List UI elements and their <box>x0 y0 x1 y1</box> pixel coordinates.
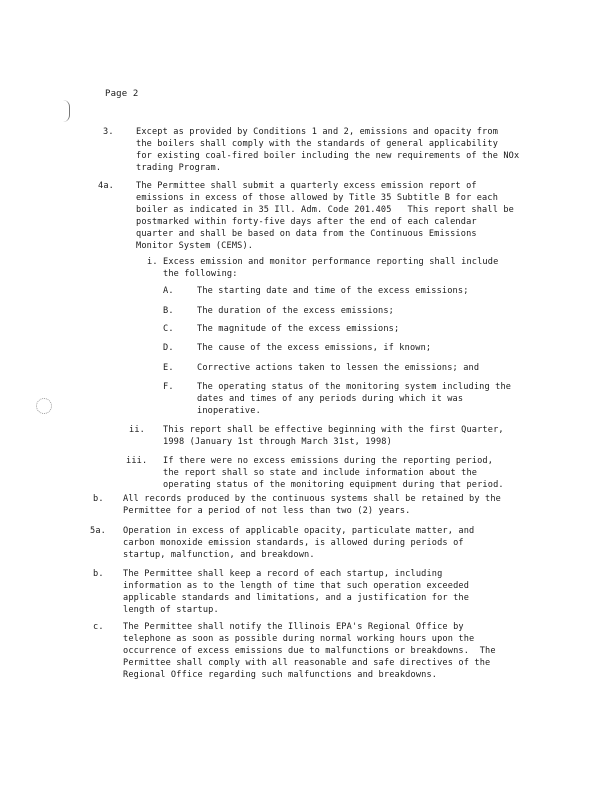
item-number: c. <box>93 622 104 632</box>
item-number: B. <box>163 306 174 316</box>
item-text-line: The Permittee shall notify the Illinois EPA's Regional Office by <box>123 622 464 632</box>
item-text-line: for existing coal-fired boiler including the new requirements of the NOx <box>136 151 520 161</box>
item-number: D. <box>163 343 174 353</box>
item-text-line: Except as provided by Conditions 1 and 2, emissions and opacity from <box>136 127 499 137</box>
item-text-line: occurrence of excess emissions due to malfunctions or breakdowns. The <box>123 646 496 656</box>
item-text-line: The Permittee shall keep a record of each startup, including <box>123 569 443 579</box>
item-number: 4a. <box>98 181 114 191</box>
item-text-line: 1998 (January 1st through March 31st, 1998) <box>163 437 392 447</box>
item-text-line: Monitor System (CEMS). <box>136 241 254 251</box>
item-number: F. <box>163 382 174 392</box>
item-text-line: The duration of the excess emissions; <box>197 306 394 316</box>
punch-hole-mark <box>36 398 52 414</box>
item-text-line: carbon monoxide emission standards, is allowed during periods of <box>123 538 464 548</box>
item-text-line: Corrective actions taken to lessen the emissions; and <box>197 363 480 373</box>
item-text-line: Regional Office regarding such malfunctions and breakdowns. <box>123 670 438 680</box>
item-text-line: If there were no excess emissions during the reporting period, <box>163 456 494 466</box>
item-text-line: trading Program. <box>136 163 222 173</box>
item-text-line: the report shall so state and include information about the <box>163 468 478 478</box>
item-number: C. <box>163 324 174 334</box>
item-text-line: The operating status of the monitoring system including the <box>197 382 512 392</box>
item-text-line: Operation in excess of applicable opacity, particulate matter, and <box>123 526 475 536</box>
item-number: b. <box>93 569 104 579</box>
item-number: A. <box>163 286 174 296</box>
item-text-line: Excess emission and monitor performance reporting shall include <box>163 257 499 267</box>
item-number: b. <box>93 494 104 504</box>
item-text-line: All records produced by the continuous systems shall be retained by the <box>123 494 501 504</box>
item-number: ii. <box>129 425 145 435</box>
item-text-line: the boilers shall comply with the standards of general applicability <box>136 139 499 149</box>
item-text-line: inoperative. <box>197 406 261 416</box>
item-text-line: postmarked within forty-five days after the end of each calendar <box>136 217 477 227</box>
item-number: 3. <box>103 127 114 137</box>
item-text-line: Permittee shall comply with all reasonable and safe directives of the <box>123 658 491 668</box>
item-text-line: The magnitude of the excess emissions; <box>197 324 400 334</box>
item-text-line: information as to the length of time that such operation exceeded <box>123 581 470 591</box>
item-text-line: The Permittee shall submit a quarterly excess emission report of <box>136 181 477 191</box>
item-text-line: applicable standards and limitations, and a justification for the <box>123 593 470 603</box>
item-text-line: The starting date and time of the excess emissions; <box>197 286 469 296</box>
item-text-line: The cause of the excess emissions, if known; <box>197 343 432 353</box>
item-number: E. <box>163 363 174 373</box>
item-text-line: Permittee for a period of not less than two (2) years. <box>123 506 411 516</box>
item-number: i. <box>147 257 158 267</box>
scan-artifact <box>63 100 70 122</box>
item-text-line: length of startup. <box>123 605 219 615</box>
item-text-line: emissions in excess of those allowed by Title 35 Subtitle B for each <box>136 193 499 203</box>
item-number: iii. <box>126 456 148 466</box>
item-text-line: startup, malfunction, and breakdown. <box>123 550 315 560</box>
item-text-line: This report shall be effective beginning with the first Quarter, <box>163 425 504 435</box>
item-text-line: boiler as indicated in 35 Ill. Adm. Code 201.405 This report shall be <box>136 205 514 215</box>
item-text-line: operating status of the monitoring equipment during that period. <box>163 480 504 490</box>
item-number: 5a. <box>90 526 106 536</box>
item-text-line: quarter and shall be based on data from the Continuous Emissions <box>136 229 477 239</box>
item-text-line: dates and times of any periods during which it was <box>197 394 464 404</box>
item-text-line: telephone as soon as possible during normal working hours upon the <box>123 634 475 644</box>
item-text-line: the following: <box>163 269 238 279</box>
page-label: Page 2 <box>105 89 139 99</box>
